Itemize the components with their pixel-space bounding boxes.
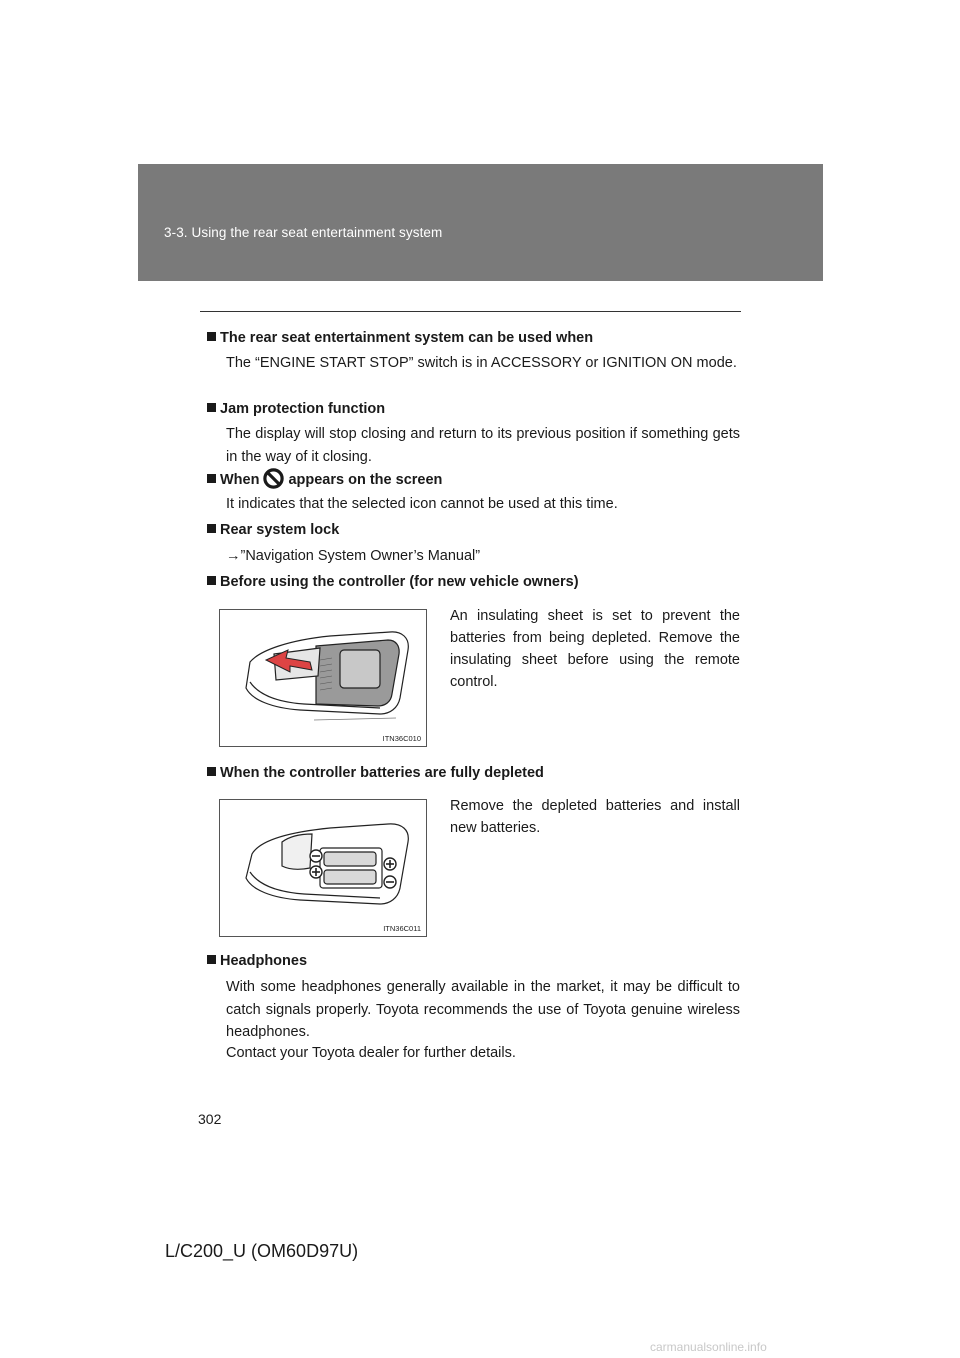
bullet-square-icon	[207, 524, 216, 533]
heading-usage-condition	[207, 328, 740, 348]
text-insulating-sheet: An insulating sheet is set to prevent the batteries from being depleted. Remove the insulating sheet before using the remote control.	[450, 608, 740, 690]
heading-text: appears on the screen	[288, 472, 443, 488]
body-headphones-dealer: Contact your Toyota dealer for further details.	[226, 1045, 516, 1061]
heading-text: Headphones	[220, 953, 308, 969]
bullet-square-icon	[207, 576, 216, 585]
body-jam-protection: The display will stop closing and return to its previous position if something gets in the way of it closing.	[226, 426, 740, 465]
figure-code: ITN36C011	[383, 924, 421, 933]
bullet-square-icon	[207, 403, 216, 412]
body-usage-condition: The “ENGINE START STOP” switch is in ACCESSORY or IGNITION ON mode.	[226, 355, 737, 371]
body-rear-system-lock: →”Navigation System Owner’s Manual”	[226, 548, 481, 564]
heading-jam-protection	[207, 399, 740, 419]
body-headphones: With some headphones generally available in the market, it may be difficult to catch signals properly. Toyota recommends the use of Toyota genuine wireless headphones.	[226, 979, 740, 1040]
watermark: carmanualsonline.info	[650, 1340, 767, 1354]
section-header-band	[138, 164, 823, 281]
body-prohibited-icon: It indicates that the selected icon cannot be used at this time.	[226, 496, 618, 512]
bullet-square-icon	[207, 474, 216, 483]
heading-text: The rear seat entertainment system can be used when	[220, 330, 594, 346]
bullet-square-icon	[207, 767, 216, 776]
heading-headphones	[207, 951, 740, 971]
bullet-square-icon	[207, 332, 216, 341]
heading-text: Jam protection function	[220, 401, 386, 417]
heading-text: Before using the controller (for new vehicle owners)	[220, 574, 579, 590]
heading-text: When the controller batteries are fully depleted	[220, 765, 544, 781]
figure-insulating-sheet	[219, 609, 427, 747]
heading-rear-system-lock	[207, 520, 740, 540]
remote-battery-illustration	[220, 800, 426, 936]
figure-battery-replacement	[219, 799, 427, 937]
heading-text: Rear system lock	[220, 522, 340, 538]
document-code: L/C200_U (OM60D97U)	[165, 1241, 359, 1261]
heading-batteries-depleted	[207, 763, 740, 783]
text-battery-replacement: Remove the depleted batteries and install new batteries.	[450, 798, 740, 836]
heading-text: When	[220, 472, 260, 488]
heading-prohibited-icon	[207, 468, 740, 490]
figure-code: ITN36C010	[382, 734, 421, 743]
bullet-square-icon	[207, 955, 216, 964]
section-title: 3-3. Using the rear seat entertainment system	[164, 225, 443, 240]
divider-rule	[200, 311, 741, 312]
prohibited-icon	[263, 468, 284, 489]
page-number: 302	[198, 1111, 222, 1127]
heading-new-owners	[207, 572, 740, 592]
remote-insulating-sheet-illustration	[220, 610, 426, 746]
